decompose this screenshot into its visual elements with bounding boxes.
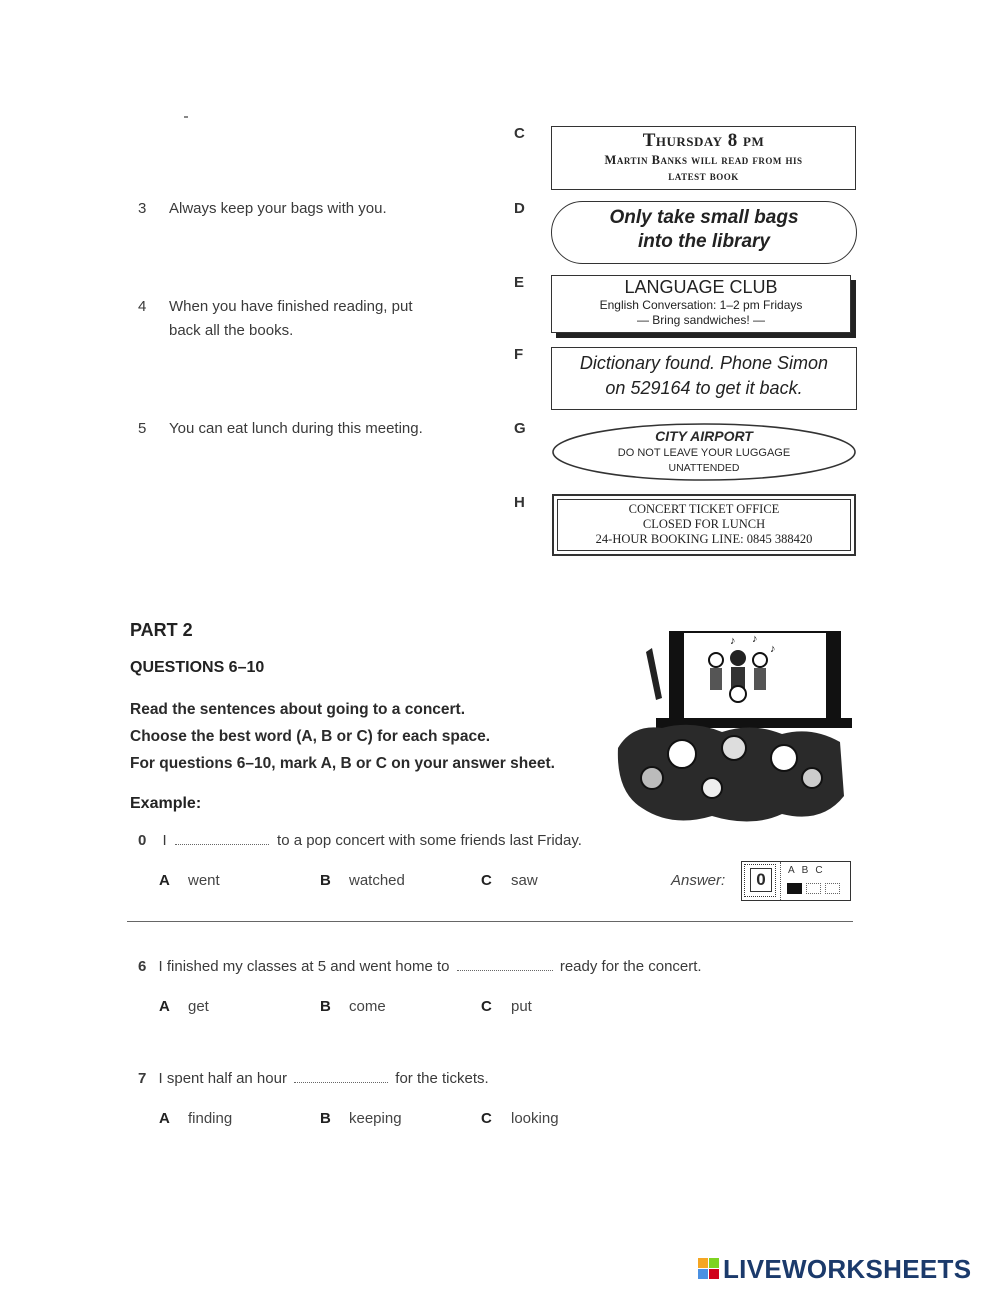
sign-h-inner-border xyxy=(557,499,851,551)
sign-g-line1: CITY AIRPORT xyxy=(655,428,753,444)
answer-divider xyxy=(780,862,781,900)
question-6-blank[interactable] xyxy=(457,968,553,971)
part-title: PART 2 xyxy=(130,620,193,640)
answer-number: 0 xyxy=(750,868,772,892)
answer-letter-b: B xyxy=(801,865,816,876)
sign-g xyxy=(551,422,857,482)
q6-option-b-word[interactable]: come xyxy=(349,998,386,1015)
sign-letter-g: G xyxy=(514,420,526,437)
example-number: 0 xyxy=(138,832,147,849)
sign-letter-e: E xyxy=(514,274,525,291)
question-7-after: for the tickets. xyxy=(395,1070,489,1087)
answer-box xyxy=(741,861,851,901)
sign-e-line1: LANGUAGE CLUB xyxy=(624,277,778,297)
sign-letter-f: F xyxy=(514,346,524,363)
sign-f-line2: on 529164 to get it back. xyxy=(605,378,803,398)
answer-letters xyxy=(788,865,830,876)
question-5-number: 5 xyxy=(138,420,147,437)
question-6-before: I finished my classes at 5 and went home to xyxy=(158,958,450,975)
sign-c-line3: latest book xyxy=(668,169,739,183)
sign-d-line1: Only take small bags xyxy=(609,207,799,228)
section-divider xyxy=(127,921,853,922)
sign-c-line1: Thursday 8 pm xyxy=(642,130,765,151)
answer-letter-c: C xyxy=(815,865,830,876)
instruction-1: Read the sentences about going to a concert. xyxy=(130,701,466,718)
q7-option-b-word[interactable]: keeping xyxy=(349,1110,402,1127)
question-4-text-line2: back all the books. xyxy=(169,322,294,339)
instruction-2: Choose the best word (A, B or C) for each space. xyxy=(130,728,491,745)
q7-option-a-word[interactable]: finding xyxy=(188,1110,233,1127)
questions-range: QUESTIONS 6–10 xyxy=(130,659,265,676)
liveworksheets-brand[interactable]: LIVEWORKSHEETS xyxy=(723,1254,972,1284)
sign-g-line2: DO NOT LEAVE YOUR LUGGAGE xyxy=(617,447,791,459)
q7-option-c-letter[interactable]: C xyxy=(481,1110,492,1127)
instruction-3: For questions 6–10, mark A, B or C on your answer sheet. xyxy=(130,755,555,772)
question-7 xyxy=(138,1070,489,1087)
sign-h-line2: CLOSED FOR LUNCH xyxy=(642,517,766,531)
question-7-blank[interactable] xyxy=(294,1080,388,1083)
question-5-text: You can eat lunch during this meeting. xyxy=(169,420,423,437)
sign-letter-h: H xyxy=(514,494,525,511)
question-7-number: 7 xyxy=(138,1070,147,1087)
question-6-after: ready for the concert. xyxy=(559,958,702,975)
sign-d xyxy=(551,201,857,264)
question-3-text: Always keep your bags with you. xyxy=(169,200,387,217)
question-4-text-line1: When you have finished reading, put xyxy=(169,298,413,315)
q7-option-c-word[interactable]: looking xyxy=(511,1110,559,1127)
question-4-number: 4 xyxy=(138,298,147,315)
example-question xyxy=(138,832,582,849)
example-option-c-letter: C xyxy=(481,872,492,889)
sign-f xyxy=(551,347,857,410)
question-7-before: I spent half an hour xyxy=(158,1070,287,1087)
svg-text:♪: ♪ xyxy=(730,635,736,647)
sign-h-line1: CONCERT TICKET OFFICE xyxy=(628,502,780,516)
q6-option-a-letter[interactable]: A xyxy=(159,998,170,1015)
concert-illustration xyxy=(612,628,852,828)
sign-e-line2: English Conversation: 1–2 pm Fridays xyxy=(599,298,803,312)
stray-mark xyxy=(184,116,188,118)
q6-option-c-word[interactable]: put xyxy=(511,998,532,1015)
sign-c-line2: Martin Banks will read from his xyxy=(604,153,803,167)
sign-letter-c: C xyxy=(514,125,525,142)
svg-text:♪: ♪ xyxy=(770,643,776,655)
answer-mark-c xyxy=(825,883,840,894)
answer-mark-b xyxy=(806,883,821,894)
answer-mark-a-filled xyxy=(787,883,802,894)
answer-letter-a: A xyxy=(788,865,802,876)
example-option-b-letter: B xyxy=(320,872,331,889)
example-option-a-letter: A xyxy=(159,872,170,889)
example-option-b-word: watched xyxy=(349,872,405,889)
sign-h-line3: 24-HOUR BOOKING LINE: 0845 388420 xyxy=(595,532,813,546)
sign-h xyxy=(552,494,856,556)
liveworksheets-logo-icon xyxy=(698,1258,720,1280)
answer-label: Answer: xyxy=(671,872,726,889)
sign-c xyxy=(551,126,856,190)
example-before: I xyxy=(162,832,167,849)
q6-option-b-letter[interactable]: B xyxy=(320,998,331,1015)
q6-option-a-word[interactable]: get xyxy=(188,998,209,1015)
example-after: to a pop concert with some friends last Friday. xyxy=(277,832,582,849)
q6-option-c-letter[interactable]: C xyxy=(481,998,492,1015)
question-3-number: 3 xyxy=(138,200,147,217)
sign-e-line3: — Bring sandwiches! — xyxy=(636,313,766,327)
question-6 xyxy=(138,958,702,975)
example-label: Example: xyxy=(130,795,202,812)
question-6-number: 6 xyxy=(138,958,147,975)
q7-option-b-letter[interactable]: B xyxy=(320,1110,331,1127)
sign-f-line1: Dictionary found. Phone Simon xyxy=(579,353,829,373)
example-blank xyxy=(175,842,269,845)
q7-option-a-letter[interactable]: A xyxy=(159,1110,170,1127)
sign-letter-d: D xyxy=(514,200,525,217)
sign-e xyxy=(551,275,851,333)
sign-g-line3: UNATTENDED xyxy=(668,462,740,474)
example-option-c-word: saw xyxy=(511,872,538,889)
example-option-a-word: went xyxy=(188,872,220,889)
svg-text:♪: ♪ xyxy=(752,633,758,645)
sign-d-line2: into the library xyxy=(638,231,770,252)
